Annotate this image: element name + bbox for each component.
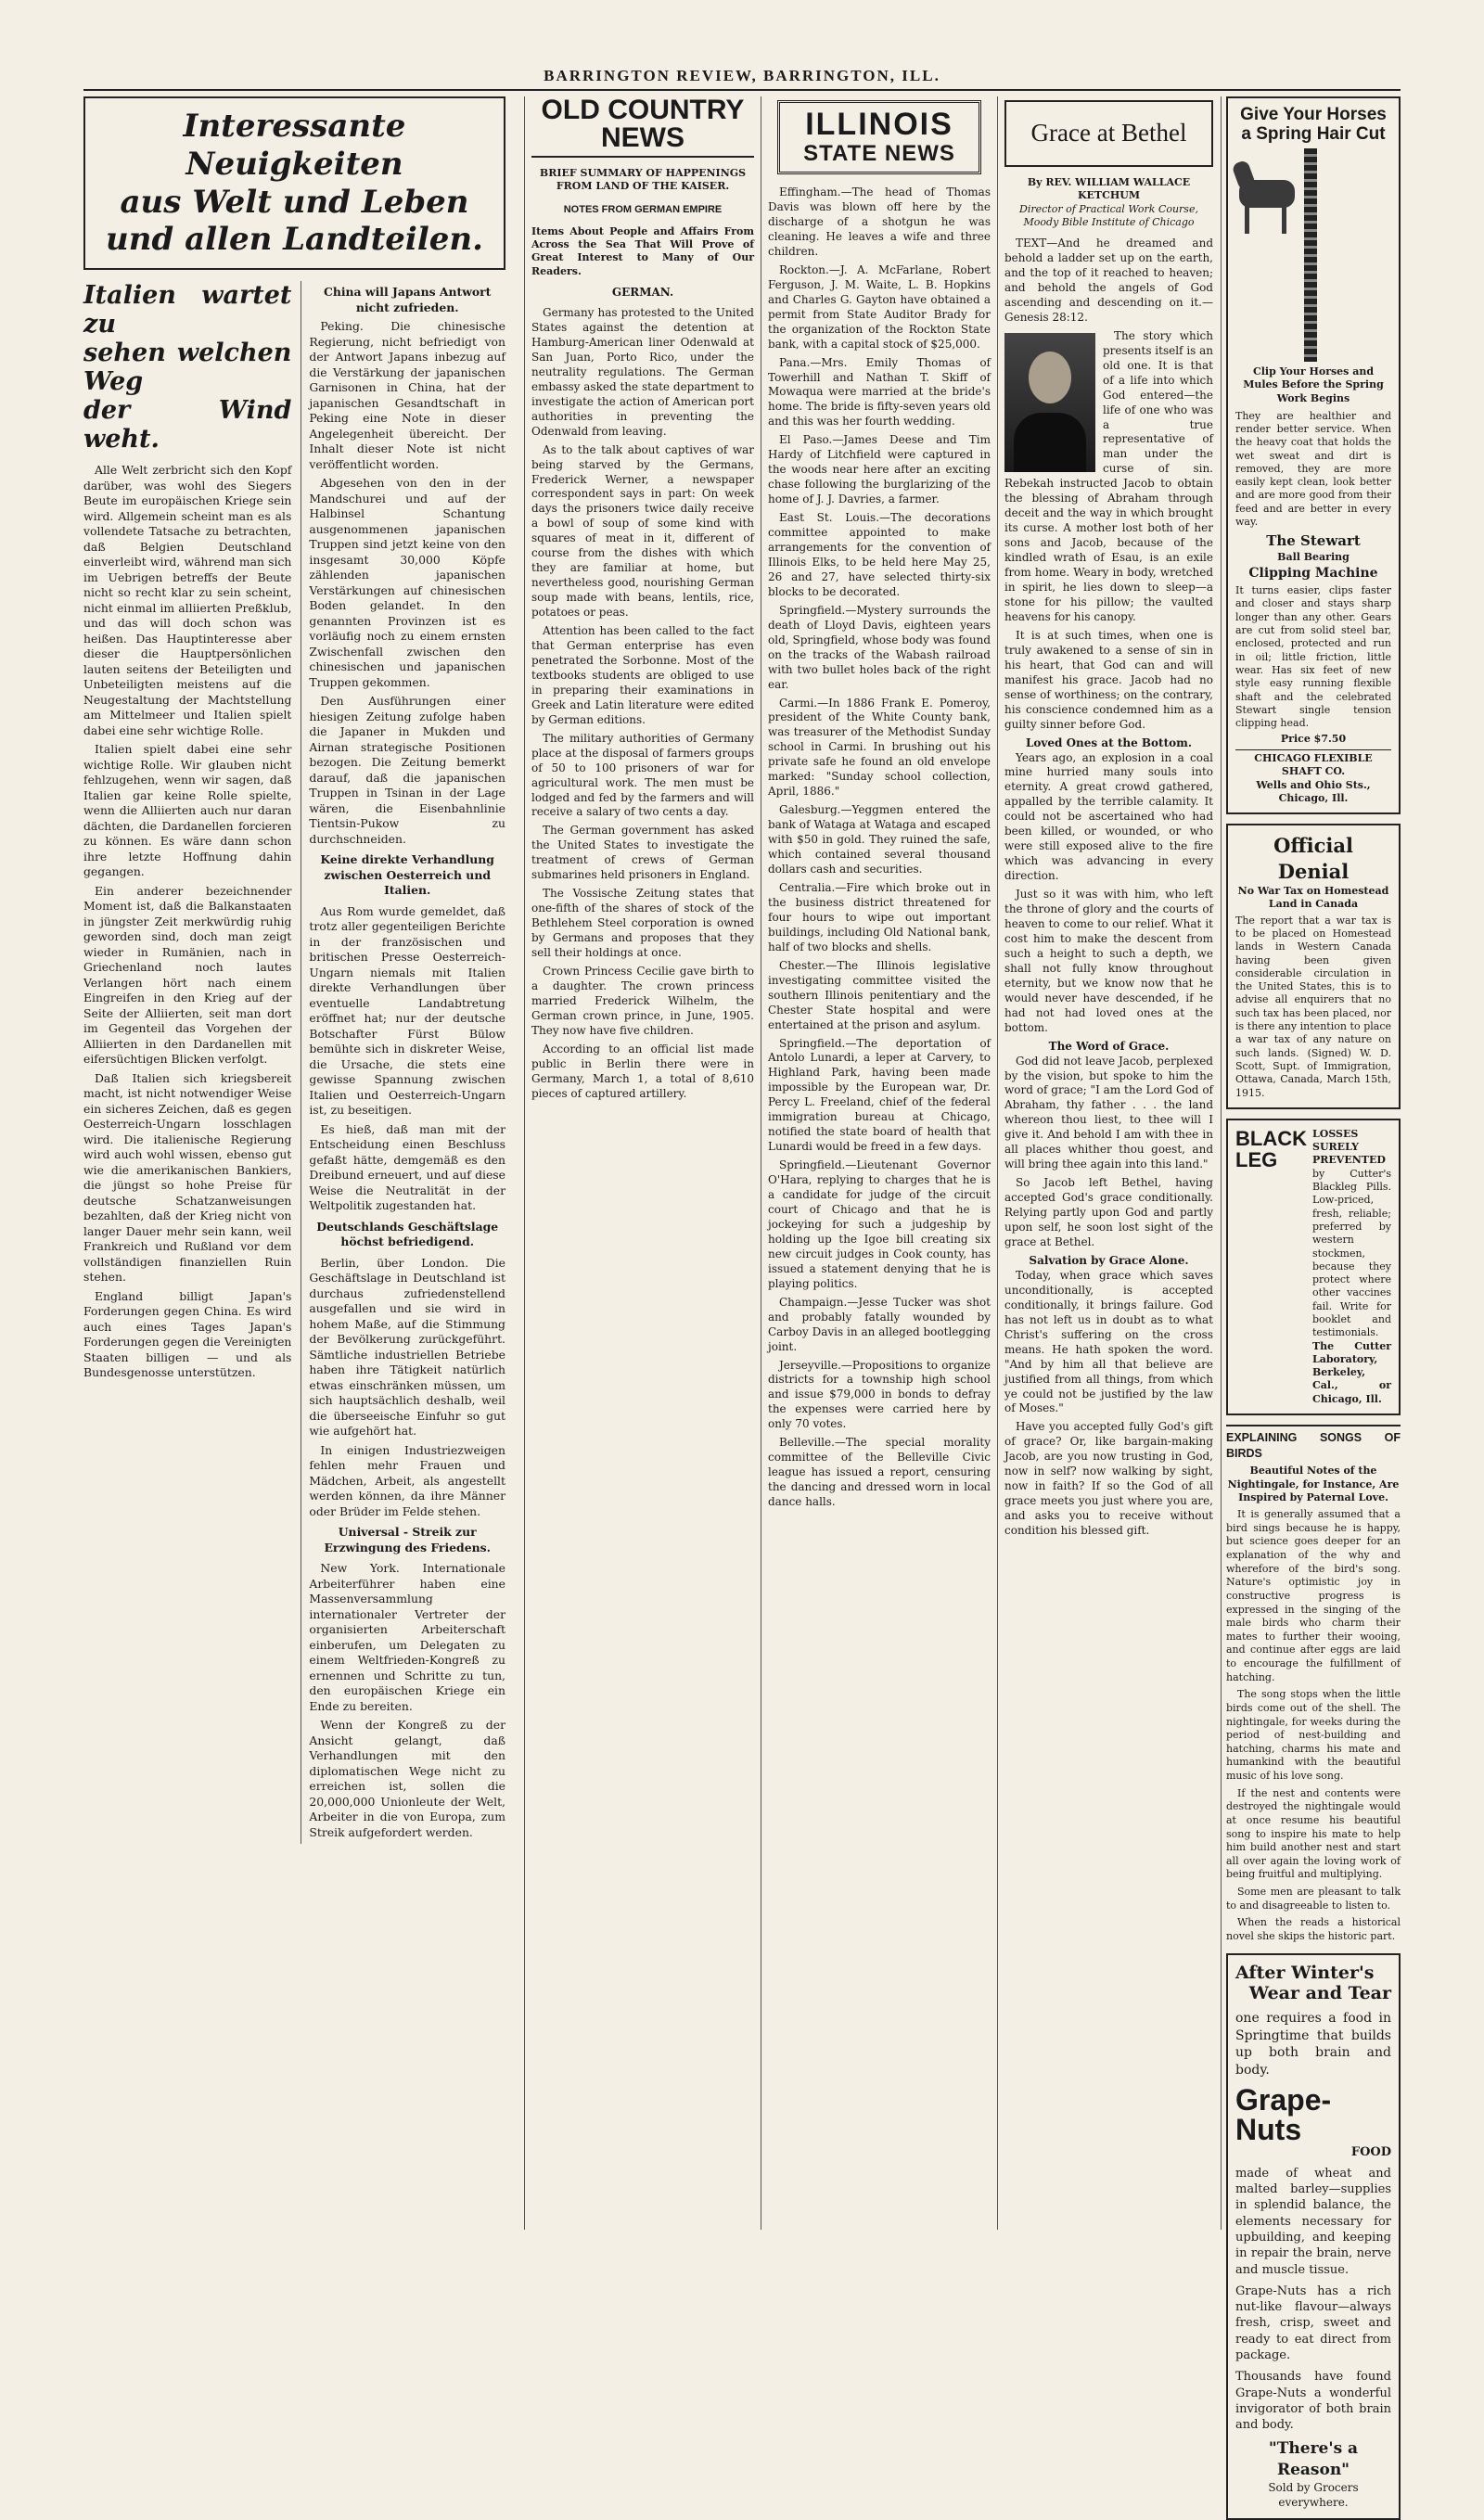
- illinois-title: ILLINOIS: [805, 107, 953, 142]
- illinois-title-box: [777, 100, 981, 174]
- horse-clipper-ad: [1226, 96, 1401, 814]
- german-news-item: The military authorities of Germany place at the disposal of farmers groups of 50 to 100 prisoners of war for agricultural work. The men must be lodged and fed by the farmers and will receive a salary of two cents a day.: [531, 731, 754, 819]
- grape-nuts-ad: [1226, 1953, 1401, 2520]
- sermon-paragraph: God did not leave Jacob, perplexed by the vision, but spoke to him the word of grace; "I am the Lord God of Abraham, thy father . . . the land whereon thou liest, to thee will I give it. And behold I am with thee in all places whither thou goest, and will bring thee again into this land.": [1004, 1054, 1213, 1171]
- state-news-item: Centralia.—Fire which broke out in the business district threatened for four hours to wipe out important buildings, including Old National bank, half of two blocks and shells.: [768, 880, 991, 953]
- horse-ad-body: They are healthier and render better service. When the heavy coat that holds the wet sweat and dirt is removed, they are more easily kept clean, look better and are more good from their feed and are better in every way.: [1235, 409, 1391, 529]
- official-denial-ad: [1226, 824, 1401, 1109]
- old-country-subtitle: BRIEF SUMMARY OF HAPPENINGS FROM LAND OF THE KAISER.: [539, 167, 747, 193]
- blackleg-company: The Cutter Laboratory, Berkeley, Cal., or Chicago, Ill.: [1312, 1339, 1391, 1405]
- german-news-item: Attention has been called to the fact that German enterprise has even penetrated the Sorbonne. Most of the textbooks students are obliged to use in preparing their examinations in Greek and Latin literature were edited by German editions.: [531, 624, 754, 726]
- bird-songs-headline: EXPLAINING SONGS OF BIRDS: [1226, 1425, 1401, 1461]
- italy-headline: [83, 281, 291, 454]
- filler-line: When the reads a historical novel she skips the historic part.: [1226, 1916, 1401, 1942]
- illinois-news-column: [768, 96, 991, 2230]
- italy-headline-line-1: Italien wartet zu: [83, 281, 292, 339]
- strike-paragraph: New York. Internationale Arbeiterführer haben eine Massenversammlung internationaler Vertreter der organisierten Arbeiterschaft einberufen, um Delegaten zu einem Weltfrieden-Kongreß zu ernennen und Schritte zu tun, den europäischen Kriege ein Ende zu bereiten.: [309, 1561, 505, 1713]
- bird-songs-paragraph: It is generally assumed that a bird sings because he is happy, but science goes deeper for an explanation of the why and wherefore of the bird's song. Nature's optimistic joy in constructive progress is expressed in the singing of the male birds who charm their mates to further their wooing, and continue after eggs are laid to encourage the fulfillment of hatching.: [1226, 1508, 1401, 1683]
- banner-line-3: und allen Landteilen.: [106, 221, 483, 259]
- sermon-subhead: Loved Ones at the Bottom.: [1025, 736, 1193, 749]
- austria-paragraph: Es hieß, daß man mit der Entscheidung einen Beschluss gefaßt hätte, demgemäß es den Dreibund erneuert, und auf diese Weise die Neutralität in der Weltpolitik zugestanden hat.: [309, 1121, 505, 1213]
- italy-paragraph: England billigt Japan's Forderungen gegen China. Es wird auch eines Tages Japan's Forderungen gegen die Vereinigten Staaten billigen — und als Bundesgenosse unterstützen.: [83, 1288, 292, 1380]
- author-portrait: [1004, 333, 1095, 472]
- italy-article: [83, 281, 291, 1844]
- horse-illustration: [1235, 148, 1300, 241]
- horse-leg: [1282, 204, 1286, 234]
- column-divider: [1221, 96, 1222, 2230]
- sermon-subhead: The Word of Grace.: [1048, 1039, 1170, 1053]
- german-news-item: Germany has protested to the United States against the detention at Hamburg-American liner Odenwald at San Juan, Porto Rico, under the neutrality regulations. The German embassy asked the state department to investigate the action of American port authorities in preventing the Odenwald from leaving.: [531, 306, 754, 438]
- state-news-item: East St. Louis.—The decorations committee appointed to make arrangements for the convention of Illinois Elks, to be held here May 25, 26 and 27, have selected thirty-six blocks to be decorated.: [768, 511, 991, 598]
- sermon-paragraph: Years ago, an explosion in a coal mine hurried many souls into eternity. A great crowd gathered, appalled by the terrible calamity. It could not be ascertained who had been killed, or wounded, or who were still exposed alive to the fire which was advancing in every direction.: [1004, 750, 1213, 883]
- blackleg-title: [1235, 1128, 1307, 1406]
- german-column-1: [83, 96, 505, 2230]
- clipper-shaft-illustration: [1304, 148, 1317, 362]
- business-paragraph: Berlin, über London. Die Geschäftslage in Deutschland ist durchaus zufriedenstellend ausgefallen und sie wird in hohem Maße, auf die Stimmung der Bevölkerung zurückgeführt. Sämtliche industriellen Betriebe haben ihre Tätigkeit natürlich etwas einschränken müssen, um sich hauptsächlich deshalb, weil die überseeische Einfuhr so gut wie aufgehört hat.: [309, 1255, 505, 1439]
- bird-songs-article: [1226, 1425, 1401, 1944]
- sermon-text: TEXT—And he dreamed and behold a ladder set up on the earth, and the top of it reached to heaven; and behold the angels of God ascending and descending on it.—Genesis 28:12.: [1004, 237, 1213, 324]
- grape-nuts-body-3: Thousands have found Grape-Nuts a wonderful invigorator of both brain and body.: [1235, 2370, 1391, 2433]
- masthead-rule: [83, 89, 1401, 91]
- grape-nuts-body: made of wheat and malted barley—supplies in splendid balance, the elements necessary for upbuilding, and keeping in repair the brain, nerve and muscle tissue.: [1235, 2166, 1391, 2277]
- china-headline: China will Japans Antwort nicht zufrieden.: [323, 285, 492, 314]
- china-paragraph: Peking. Die chinesische Regierung, nicht befriedigt von der Antwort Japans inbezug auf die Verstärkung der japanischen Garnisonen in China, hat der japanischen Gesandtschaft in Peking eine Note in dieser Angelegenheit übereicht. Der Inhalt dieser Note ist nicht veröffentlicht worden.: [309, 319, 505, 471]
- denial-title: Official Denial: [1273, 834, 1353, 884]
- state-news-item: Jerseyville.—Propositions to organize districts for a township high school and issue $79,000 in bonds to defray the expenses were carried here by only 70 votes.: [768, 1358, 991, 1431]
- product-price: Price $7.50: [1280, 733, 1347, 746]
- grape-nuts-headline: [1235, 1963, 1391, 2005]
- state-news-item: Springfield.—Lieutenant Governor O'Hara, replying to charges that he is a candidate for judge of the circuit court of Chicago and that he is jockeying for such a judgeship by holding up the Igoe bill creating six new circuit judges in Cook county, has issued a statement denying that he is playing politics.: [768, 1158, 991, 1290]
- column-divider: [997, 96, 998, 2230]
- state-news-item: Springfield.—Mystery surrounds the death of Lloyd Davis, eighteen years old, Springfield, whose body was found on the tracks of the Wabash railroad with two bullet holes back of the right ear.: [768, 603, 991, 691]
- state-news-item: Champaign.—Jesse Tucker was shot and probably fatally wounded by Carboy Davis in an alleged bootlegging joint.: [768, 1295, 991, 1353]
- banner-line-2: aus Welt und Leben: [120, 183, 469, 221]
- ads-column: [1226, 96, 1401, 2509]
- state-news-item: Chester.—The Illinois legislative investigating committee visited the southern Illinois penitentiary and the Chester State hospital and were entertained at the prison and asylum.: [768, 958, 991, 1031]
- masthead: [0, 0, 1484, 83]
- sermon-title: Grace at Bethel: [1030, 119, 1187, 147]
- grape-nuts-sold-by: Sold by Grocers everywhere.: [1268, 2480, 1359, 2509]
- state-news-item: Carmi.—In 1886 Frank E. Pomeroy, president of the White County bank, was treasurer of the Methodist Sunday school in Carmi. In brushing out his private safe he found an old envelope marked: "Sunday school collection, April, 1886.": [768, 696, 991, 799]
- horse-ad-subtitle: Clip Your Horses and Mules Before the Spring Work Begins: [1243, 365, 1384, 405]
- notes-headline: NOTES FROM GERMAN EMPIRE: [563, 203, 723, 215]
- grape-nuts-headline-line-1: After Winter's: [1235, 1962, 1375, 1983]
- company-address: Wells and Ohio Sts., Chicago, Ill.: [1256, 778, 1371, 804]
- horse-leg: [1245, 204, 1249, 234]
- strike-headline: Universal - Streik zur Erzwingung des Friedens.: [324, 1525, 491, 1554]
- german-news-item: Crown Princess Cecilie gave birth to a daughter. The crown princess married Frederick Wilhelm, the German crown prince, in June, 1905. They now have five children.: [531, 965, 754, 1037]
- blackleg-body: by Cutter's Blackleg Pills. Low-priced, fresh, reliable; preferred by western stockmen, because they protect where other vaccines fail. Write for booklet and testimonials.: [1312, 1167, 1391, 1339]
- filler-line: Some men are pleasant to talk to and disagreeable to listen to.: [1226, 1886, 1401, 1912]
- state-news-item: El Paso.—James Deese and Tim Hardy of Litchfield were captured in the woods near here after an exciting chase following the burglarizing of the home of J. J. Davries, a farmer.: [768, 433, 991, 506]
- horse-ad-title-line-2: a Spring Hair Cut: [1241, 123, 1386, 144]
- blackleg-ad: [1226, 1119, 1401, 1415]
- state-news-item: Pana.—Mrs. Emily Thomas of Towerhill and Nathan T. Skiff of Mowaqua were married at the bride's home. The bride is fifty-seven years old and this was her fourth wedding.: [768, 355, 991, 429]
- bird-songs-paragraph: If the nest and contents were destroyed the nightingale would at once resume his beautiful song to inspire his mate to help him build another nest and start all over again the loving work of being fruitful and multiplying.: [1226, 1786, 1401, 1881]
- austria-headline: Keine direkte Verhandlung zwischen Oesterreich und Italien.: [320, 852, 494, 898]
- china-paragraph: Abgesehen von den in der Mandschurei und auf der Halbinsel Schantung ausgenommenen japanischen Truppen sind jetzt keine von den insgesamt 30,000 Köpfe zählenden japanischen Verstärkungen auf chinesischen Boden gelandet. In den genannten Provinzen ist es vorläufig noch zu einem ernsten Zwischenfall zwischen den chinesischen und japanischen Truppen gekommen.: [309, 476, 505, 689]
- banner-line-1: Interessante Neuigkeiten: [183, 108, 406, 183]
- german-news-item: The Vossische Zeitung states that one-fifth of the shares of stock of the Bethlehem Steel corporation is owned by Germans and proposes that they sell their holdings at once.: [531, 887, 754, 960]
- grape-nuts-body-2: Grape-Nuts has a rich nut-like flavour—always fresh, crisp, sweet and ready to eat direct from package.: [1235, 2283, 1391, 2362]
- product-type: Clipping Machine: [1248, 565, 1378, 581]
- sermon-paragraph: Today, when grace which saves unconditionally, is accepted conditionally, it brings failure. God has not left us in doubt as to what Christ's suffering on the cross means. He hath spoken the word. "And by him all that believe are justified from all things, from which ye could not be justified by the law of Moses.": [1004, 1268, 1213, 1415]
- german-news-item: The German government has asked the United States to investigate the treatment of crews of German submarines held prisoners in England.: [531, 824, 754, 882]
- italy-paragraph: Ein anderer bezeichnender Moment ist, daß die Balkanstaaten in jüngster Zeit merkwürdig ruhig geworden sind, doch man zeigt wieder in Rumänien, nach in Griechenland noch lautes Verlangen hört nach einem Eingreifen in den Krieg auf der Seite der Alliierten, seit man dort im Gegenteil das Vorgehen der Alliierten in den Dardanellen mit eifersüchtigen Blicken verfolgt.: [83, 883, 292, 1067]
- sermon-byline: By REV. WILLIAM WALLACE KETCHUM: [1027, 175, 1191, 202]
- business-headline: Deutschlands Geschäftslage höchst befriedigend.: [316, 1219, 499, 1249]
- state-news-item: Springfield.—The deportation of Antolo Lunardi, a leper at Carvery, to Highland Park, having been made impossible by the European war, Dr. Percy L. Freeland, chief of the federal immigration bureau at Chicago, notified the state board of health that Lunardi would be freed in a few days.: [768, 1036, 991, 1154]
- sermon-column: [1004, 96, 1213, 2230]
- bird-songs-subhead: Beautiful Notes of the Nightingale, for Instance, Are Inspired by Paternal Love.: [1227, 1465, 1400, 1503]
- grape-nuts-lead: one requires a food in Springtime that builds up both brain and body.: [1235, 2011, 1391, 2079]
- masthead-title: BARRINGTON REVIEW, BARRINGTON, ILL.: [544, 67, 940, 84]
- horse-ad-title-line-1: Give Your Horses: [1240, 105, 1387, 124]
- portrait-face: [1029, 352, 1071, 403]
- state-news-item: Galesburg.—Yeggmen entered the bank of Wataga at Wataga and escaped with $50 in gold. They ruined the safe, which contained several thousand dollars cash and securities.: [768, 803, 991, 876]
- italy-paragraph: Daß Italien sich kriegsbereit macht, ist nicht notwendiger Weise ein sicheres Zeichen, daß es gegen Oesterreich-Ungarn losschlagen wird. Die italienische Regierung wird auch wohl wissen, ebenso gut wie die amerikanischen Bankiers, die jüngst so hohe Preise für deutsche Schatzanweisungen bezahlten, daß der Krieg nicht von langer Dauer mehr sein kann, weil Frankreich und Rußland vor dem vollständigen finanziellen Ruin stehen.: [83, 1070, 292, 1285]
- italy-paragraph: Italien spielt dabei eine sehr wichtige Rolle. Wir glauben nicht fehlzugehen, wenn wir sagen, daß Italien gar keine Rolle spielte, wenn die Alliierten auch nur daran dächten, die Dardanellen forcieren zu können. Es wäre dann schon ihre letzte Hoffnung dahin gegangen.: [83, 742, 292, 879]
- horse-ad-body-2: It turns easier, clips faster and closer and stays sharp longer than any other. Gears are cut from solid steel bar, enclosed, protected and run in oil; little friction, little wear. Has six feet of new style easy running flexible shaft and the celebrated Stewart single tension clipping head.: [1235, 584, 1391, 730]
- sermon-paragraph: It is at such times, when one is truly awakened to a sense of sin in his heart, that God can and will manifest his grace. Jacob had no sense of worthiness; on the contrary, his conscience condemned him as a guilty sinner before God.: [1004, 628, 1213, 731]
- blackleg-title-line-1: BLACK: [1235, 1126, 1307, 1150]
- grape-nuts-brand: Grape-Nuts: [1235, 2082, 1332, 2146]
- german-column-2: [301, 281, 505, 1844]
- italy-paragraph: Alle Welt zerbricht sich den Kopf darüber, was wohl des Siegers Beute im europäischen Kriege sein wird. Allgemein scheint man es als vollendete Tatsache zu betrachten, daß Belgien Deutschland einverleibt wird, während man sich im Uebrigen betreffs der Beute nicht so recht klar zu sein scheint, nicht einmal im alliierten Preßklub, und das will doch schon was heißen. Das Hauptinteresse aber dieser die Hauptpersönlichen lauten seitens der Beteiligten und Unbeteiligten meistens auf die Neugestaltung der Machtstellung am Mittelmeer und Italien spielt dabei eine sehr wichtige Rolle.: [83, 463, 292, 737]
- grape-nuts-food-label: FOOD: [1350, 2144, 1391, 2159]
- german-news-item: As to the talk about captives of war being starved by the Germans, Frederick Werner, a newspaper correspondent says in part: On week days the prisoners twice daily receive a bowl of soup of some kind with squares of meat in it, different of course from the dishes with which they are familiar at home, but nevertheless good, nourishing German soup made with beans, lentils, rice, potatoes or peas.: [531, 442, 754, 620]
- sermon-title-box: [1004, 100, 1213, 167]
- italy-headline-line-3: der Wind weht.: [83, 396, 292, 454]
- state-news-item: Effingham.—The head of Thomas Davis was blown off here by the discharge of a shotgun he was cleaning. He leaves a wife and three children.: [768, 185, 991, 258]
- old-country-news-column: [531, 96, 754, 2230]
- china-paragraph: Den Ausführungen einer hiesigen Zeitung zufolge haben die Japaner in Mukden und Airnan strategische Positionen bezogen. Die Zeitung bemerkt darauf, daß die japanischen Truppen in Tsinan in der Lage wären, die Eisenbahnlinie Tientsin-Pukow zu durchschneiden.: [309, 694, 505, 846]
- company-name: CHICAGO FLEXIBLE SHAFT CO.: [1235, 749, 1391, 779]
- column-divider: [524, 96, 525, 2230]
- state-news-item: Belleville.—The special morality committee of the Belleville Civic league has issued a report, censuring the dancing and dressed worn in local dance halls.: [768, 1436, 991, 1509]
- sermon-paragraph: The story which presents itself is an old one. It is that of a life into which God entered—the life of one who was a true representative of man under the curse of sin. Rebekah instructed Jacob to obtain the blessing of Abraham through deceit and the way in which brought its curse. A mother lost both of her sons and Jacob, because of the kindled wrath of Esau, is an exile from home. Weary in body, wretched in spirit, he lies down to sleep—a stone for his pillow; the vaulted heavens for his canopy.: [1004, 328, 1214, 623]
- old-country-intro: Items About People and Affairs From Across the Sea That Will Prove of Great Interest to Many of Our Readers.: [531, 224, 754, 277]
- italy-headline-line-2: sehen welchen Weg: [83, 339, 292, 397]
- grape-nuts-headline-line-2: Wear and Tear: [1248, 1983, 1391, 2004]
- sermon-subhead: Salvation by Grace Alone.: [1029, 1253, 1189, 1267]
- horse-ad-title: [1235, 106, 1391, 145]
- old-country-title: OLD COUNTRY NEWS: [531, 96, 754, 158]
- product-subtitle: Ball Bearing: [1277, 551, 1350, 564]
- portrait-shoulders: [1014, 413, 1086, 472]
- bird-songs-paragraph: The song stops when the little birds come out of the shell. The nightingale, for weeks during the period of nest-building and hatching, charms his mate and humankind with the beautiful music of his love song.: [1226, 1688, 1401, 1783]
- business-paragraph: In einigen Industriezweigen fehlen mehr Frauen und Mädchen, Arbeit, als angestellt werden können, da ihre Männer oder Brüder im Felde stehen.: [309, 1442, 505, 1518]
- sermon-paragraph: So Jacob left Bethel, having accepted God's grace conditionally. Relying partly upon God and partly upon self, he soon lost sight of the grace at Bethel.: [1004, 1176, 1213, 1248]
- product-name: The Stewart: [1266, 532, 1361, 550]
- denial-subtitle: No War Tax on Homestead Land in Canada: [1237, 885, 1389, 911]
- german-banner: [83, 96, 505, 270]
- blackleg-title-line-2: LEG: [1235, 1147, 1278, 1171]
- german-section-head: GERMAN.: [611, 286, 674, 300]
- sermon-paragraph: Just so it was with him, who left the throne of glory and the courts of heaven to come to our relief. What it cost him to make the descent from such a height to such a depth, we shall not fully know throughout eternity, but we know now that he would never have descended, if he had not had loved ones at the bottom.: [1004, 888, 1213, 1034]
- grape-nuts-tagline: "There's a Reason": [1268, 2439, 1359, 2480]
- german-news-item: According to an official list made public in Berlin there were in Germany, March 1, a total of 8,610 pieces of captured artillery.: [531, 1042, 754, 1100]
- state-news-title: STATE NEWS: [803, 140, 955, 166]
- blackleg-subtitle: LOSSES SURELY PREVENTED: [1312, 1127, 1386, 1167]
- strike-paragraph: Wenn der Kongreß zu der Ansicht gelangt, daß Verhandlungen mit den diplomatischen Wege nicht zu erreichen ist, sollen die 20,000,000 Unionleute der Welt, Arbeiter in die von Europa, zum Streik aufgefordert werden.: [309, 1718, 505, 1839]
- sermon-paragraph: Have you accepted fully God's gift of grace? Or, like bargain-making Jacob, are you now trusting in God, now in self? now walking by sight, now in faith? If so the God of all grace meets you just where you are, and asks you to receive without condition his blessed gift.: [1004, 1420, 1213, 1538]
- austria-paragraph: Aus Rom wurde gemeldet, daß trotz aller gegenteiligen Berichte in der französischen und britischen Presse Oesterreich-Ungarn niemals mit Italien direkte Verhandlungen über eventuelle Landabtretung eröffnet hat; nur der deutsche Botschafter Fürst Bülow bemühte sich in diskreter Weise, die Ursache, die stets eine gewisse Spannung zwischen Italien und Oesterreich-Ungarn ist, zu beseitigen.: [309, 903, 505, 1118]
- denial-body: The report that a war tax is to be placed on Homestead lands in Western Canada having been given considerable circulation in the United States, this is to advise all enquirers that no such tax has been placed, nor is there any intention to place a war tax of any nature on such lands. (Signed) W. D. Scott, Supt. of Immigration, Ottawa, Canada, March 15th, 1915.: [1235, 914, 1391, 1099]
- sermon-byline-title: Director of Practical Work Course, Moody Bible Institute of Chicago: [1019, 202, 1198, 228]
- state-news-item: Rockton.—J. A. McFarlane, Robert Ferguson, J. M. Waite, L. B. Hopkins and Charles G. Gayton have obtained a permit from State Auditor Brady for the organization of the Rockton State bank, with a capital stock of $25,000.: [768, 262, 991, 351]
